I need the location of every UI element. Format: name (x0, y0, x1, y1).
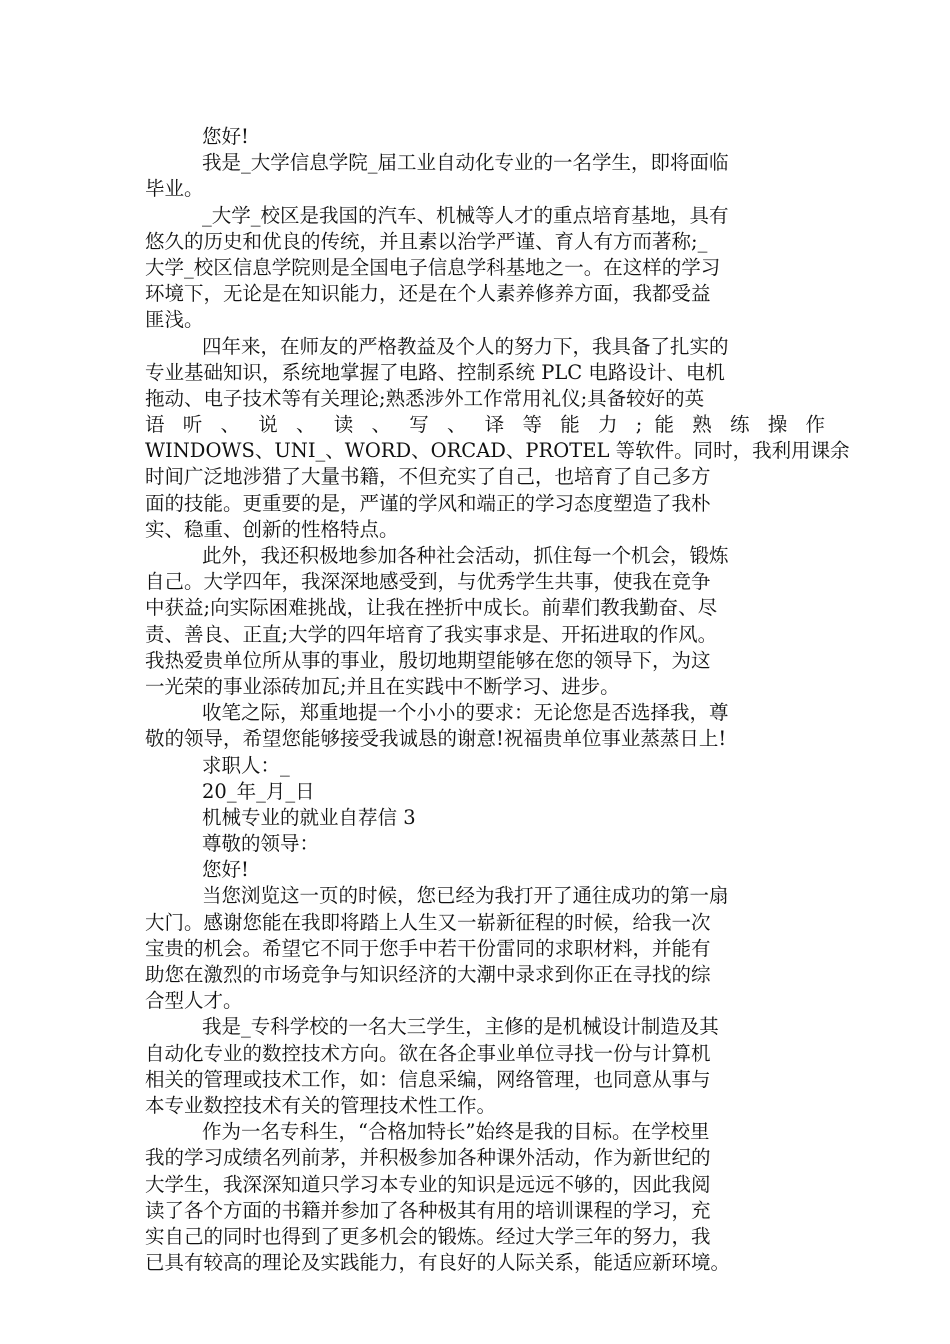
text-line: 当您浏览这一页的时候，您已经为我打开了通往成功的第一扇 (202, 884, 729, 908)
text-line: 敬的领导，希望您能够接受我诚恳的谢意!祝福贵单位事业蒸蒸日上! (145, 727, 727, 751)
text-line: 我的学习成绩名列前茅，并积极参加各种课外活动，作为新世纪的 (145, 1146, 711, 1170)
text-line: 拖动、电子技术等有关理论;熟悉涉外工作常用礼仪;具备较好的英 (145, 386, 705, 410)
text-line: 面的技能。更重要的是，严谨的学风和端正的学习态度塑造了我朴 (145, 491, 711, 515)
document-page (145, 124, 850, 1276)
text-line: 专业基础知识，系统地掌握了电路、控制系统 PLC 电路设计、电机 (145, 360, 725, 384)
text-line: 自动化专业的数控技术方向。欲在各企事业单位寻找一份与计算机 (145, 1041, 711, 1065)
text-line: 毕业。 (145, 177, 204, 201)
text-line: 时间广泛地涉猎了大量书籍，不但充实了自己，也培育了自己多方 (145, 465, 711, 489)
text-line: 机械专业的就业自荐信 3 (202, 805, 416, 829)
text-line: 实、稳重、创新的性格特点。 (145, 517, 399, 541)
text-line: 我热爱贵单位所从事的事业，殷切地期望能够在您的领导下，为这 (145, 648, 711, 672)
text-line: 语 听 、 说 、 读 、 写 、 译 等 能 力 ; 能 熟 练 操 作 (145, 413, 825, 437)
text-line: 责、善良、正直;大学的四年培育了我实事求是、开拓进取的作风。 (145, 622, 718, 646)
text-line: 中获益;向实际困难挑战，让我在挫折中成长。前辈们教我勤奋、尽 (145, 596, 718, 620)
text-line: 收笔之际，郑重地提一个小小的要求：无论您是否选择我，尊 (202, 701, 729, 725)
text-line: 20_年_月_日 (202, 779, 315, 803)
text-line: 一光荣的事业添砖加瓦;并且在实践中不断学习、进步。 (145, 674, 620, 698)
text-line: 您好! (202, 125, 249, 148)
text-line: 四年来，在师友的严格教益及个人的努力下，我具备了扎实的 (202, 334, 729, 358)
text-line: 悠久的历史和优良的传统，并且素以治学严谨、育人有方而著称;_ (145, 229, 708, 253)
text-line: 我是_大学信息学院_届工业自动化专业的一名学生，即将面临 (202, 151, 729, 175)
text-line: 大门。感谢您能在我即将踏上人生又一崭新征程的时候，给我一次 (145, 910, 711, 934)
text-line: 本专业数控技术有关的管理技术性工作。 (145, 1093, 497, 1117)
text-line: 合型人才。 (145, 989, 243, 1013)
text-line: 相关的管理或技术工作，如：信息采编，网络管理，也同意从事与 (145, 1067, 711, 1091)
text-line: 宝贵的机会。希望它不同于您手中若干份雷同的求职材料，并能有 (145, 936, 711, 960)
text-line: 作为一名专科生，“合格加特长”始终是我的目标。在学校里 (202, 1120, 710, 1144)
text-line: 自己。大学四年，我深深地感受到，与优秀学生共事，使我在竞争 (145, 570, 711, 594)
text-line: 实自己的同时也得到了更多机会的锻炼。经过大学三年的努力，我 (145, 1224, 711, 1248)
text-line: WINDOWS、UNI_、WORD、ORCAD、PROTEL 等软件。同时，我利用课余 (145, 439, 850, 463)
text-line: 大学_校区信息学院则是全国电子信息学科基地之一。在这样的学习 (145, 255, 721, 279)
text-line: 读了各个方面的书籍并参加了各种极其有用的培训课程的学习，充 (145, 1198, 711, 1222)
text-line: 环境下，无论是在知识能力，还是在个人素养修养方面，我都受益 (145, 282, 711, 306)
text-line: 您好! (202, 858, 249, 882)
text-line: 大学生，我深深知道只学习本专业的知识是远远不够的，因此我阅 (145, 1172, 711, 1196)
text-line: 助您在激烈的市场竞争与知识经济的大潮中录求到你正在寻找的综 (145, 963, 711, 986)
text-line: _大学_校区是我国的汽车、机械等人才的重点培育基地，具有 (202, 203, 729, 227)
text-line: 此外，我还积极地参加各种社会活动，抓住每一个机会，锻炼 (202, 544, 729, 567)
text-line: 尊敬的领导： (202, 832, 320, 856)
text-line: 我是_专科学校的一名大三学生，主修的是机械设计制造及其 (202, 1015, 719, 1039)
text-line: 匪浅。 (145, 308, 204, 332)
text-line: 求职人：_ (202, 753, 290, 777)
text-line: 已具有较高的理论及实践能力，有良好的人际关系，能适应新环境。 (145, 1251, 731, 1275)
